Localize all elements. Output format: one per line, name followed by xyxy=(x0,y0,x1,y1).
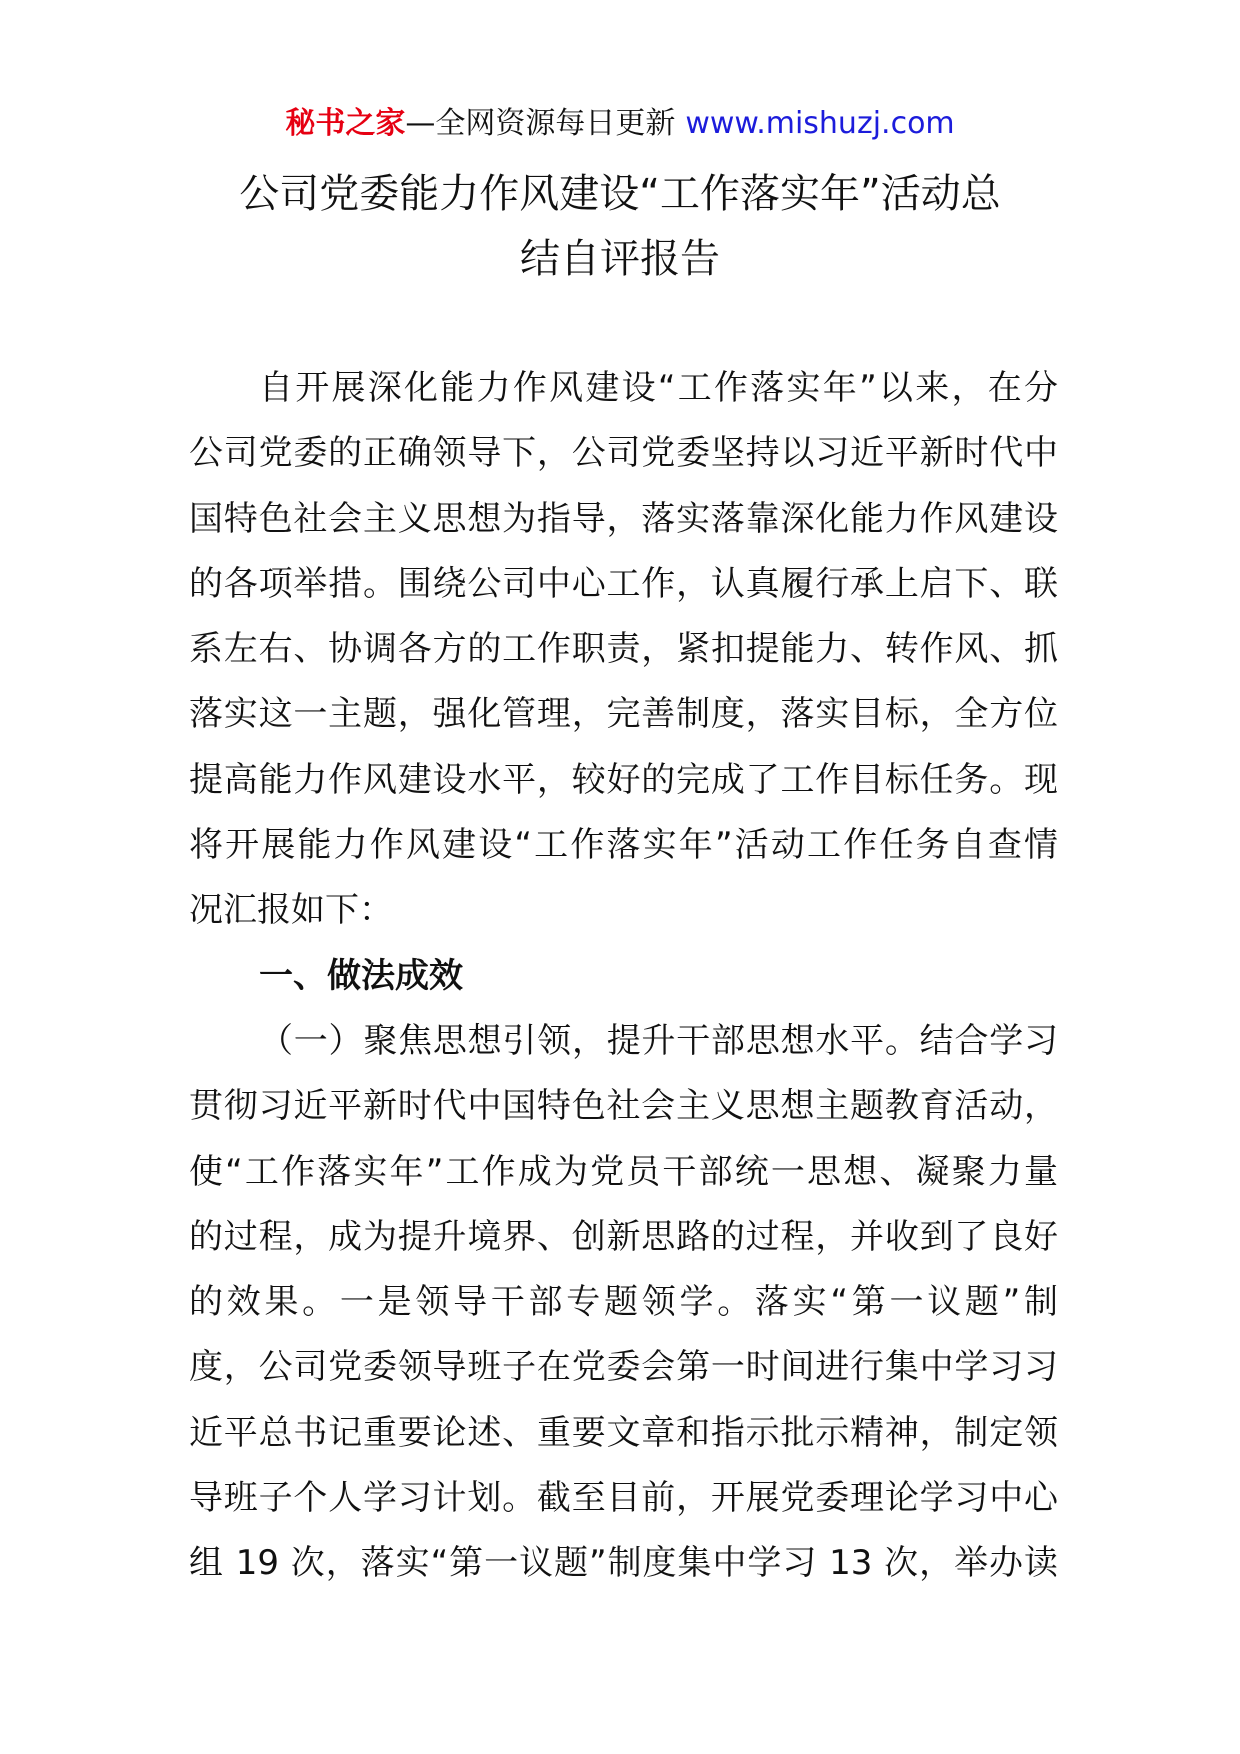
section1-paragraph xyxy=(189,1009,1058,1597)
paragraph-line: 提高能力作风建设水平，较好的完成了工作目标任务。现 xyxy=(189,759,1058,800)
paragraph-line: 导班子个人学习计划。截至目前，开展党委理论学习中心 xyxy=(189,1478,1058,1519)
paragraph-line: 国特色社会主义思想为指导，落实落靠深化能力作风建设 xyxy=(189,498,1058,539)
document-body xyxy=(189,356,1058,1597)
paragraph-line: 近平总书记重要论述、重要文章和指示批示精神，制定领 xyxy=(189,1412,1058,1453)
paragraph-line: 落实这一主题，强化管理，完善制度，落实目标，全方位 xyxy=(189,694,1058,735)
paragraph-line: （一）聚焦思想引领，提升干部思想水平。结合学习 xyxy=(259,1020,1058,1061)
paragraph-line: 自开展深化能力作风建设“工作落实年”以来，在分 xyxy=(259,368,1058,408)
paragraph-line: 的过程，成为提升境界、创新思路的过程，并收到了良好 xyxy=(189,1216,1058,1257)
paragraph-line: 将开展能力作风建设“工作落实年”活动工作任务自查情 xyxy=(189,825,1058,866)
paragraph-line: 使“工作落实年”工作成为党员干部统一思想、凝聚力量 xyxy=(189,1151,1058,1192)
paragraph-line: 组 19 次，落实“第一议题”制度集中学习 13 次，举办读 xyxy=(189,1543,1058,1584)
site-watermark-header xyxy=(0,104,1240,144)
title-line: 公司党委能力作风建设“工作落实年”活动总 xyxy=(239,171,1001,217)
paragraph-line: 公司党委的正确领导下，公司党委坚持以习近平新时代中 xyxy=(189,433,1058,474)
header-tagline: —全网资源每日更新 xyxy=(405,106,676,141)
title-line: 结自评报告 xyxy=(520,236,720,282)
site-url-link[interactable]: www.mishuzj.com xyxy=(685,106,955,141)
paragraph-line: 的各项举措。围绕公司中心工作，认真履行承上启下、联 xyxy=(189,563,1058,604)
intro-paragraph xyxy=(189,356,1058,944)
brand-name: 秘书之家 xyxy=(285,106,406,141)
paragraph-line: 系左右、协调各方的工作职责，紧扣提能力、转作风、抓 xyxy=(189,629,1058,670)
section-heading: 一、做法成效 xyxy=(259,955,463,996)
paragraph-line: 贯彻习近平新时代中国特色社会主义思想主题教育活动， xyxy=(189,1086,1058,1127)
paragraph-line: 的效果。一是领导干部专题领学。落实“第一议题”制 xyxy=(189,1282,1058,1323)
document-title xyxy=(150,162,1090,292)
paragraph-line: 况汇报如下： xyxy=(189,890,393,931)
paragraph-line: 度，公司党委领导班子在党委会第一时间进行集中学习习 xyxy=(189,1347,1058,1388)
